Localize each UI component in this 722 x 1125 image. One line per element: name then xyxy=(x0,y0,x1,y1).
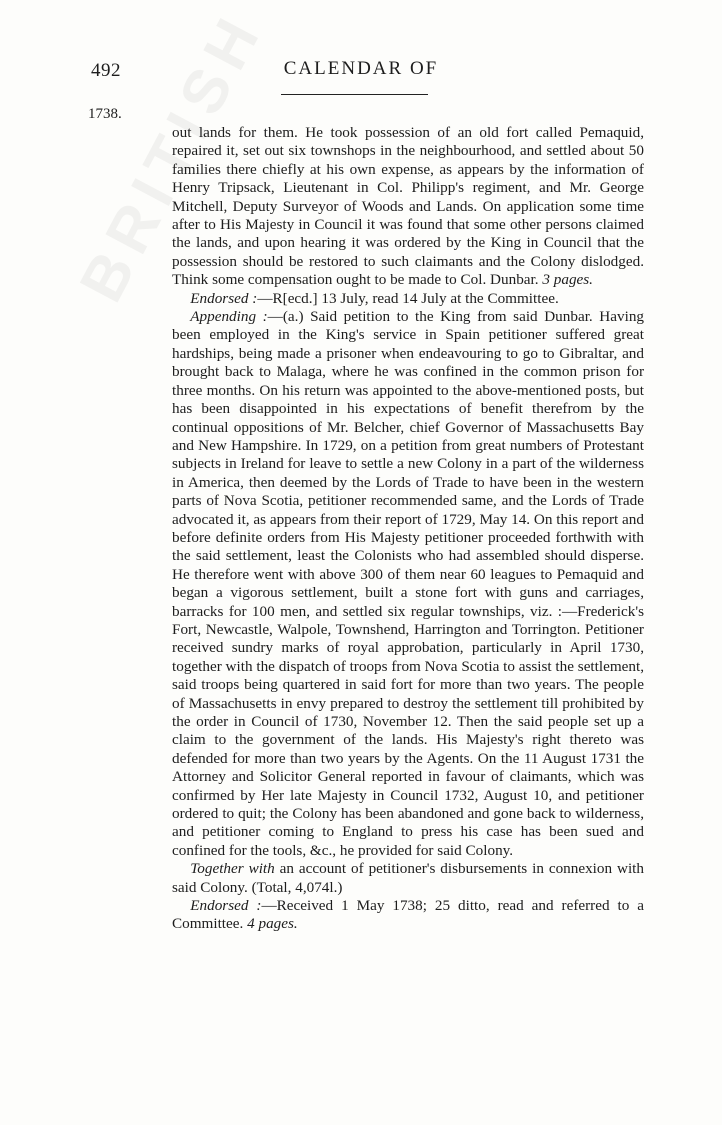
margin-year: 1738. xyxy=(88,106,122,122)
endorsed-label: Endorsed : xyxy=(190,289,258,307)
paragraph-endorsed-2 xyxy=(172,897,644,934)
appending-label: Appending : xyxy=(190,308,268,326)
paragraph-continuation xyxy=(172,124,644,290)
together-text: an account of petitioner's disbursements in connexion with said Colony. (Total, 4,074l.) xyxy=(172,860,644,896)
endorsed-text: —R[ecd.] 13 July, read 14 July at the Committee. xyxy=(257,289,559,307)
paragraph-appending xyxy=(172,308,644,860)
page-number: 492 xyxy=(91,60,121,81)
continuation-text: out lands for them. He took possession of an old fort called Pemaquid, repaired it, set out six townshops in the neighbourhood, and settled about 50 families there chiefly at his own expense, as appears by the information of Henry Tripsack, Lieutenant in Col. Philipp's regiment, and Mr. George Mitchell, Deputy Surveyor of Woods and Lands. On application some time after to His Majesty in Council it was found that some other persons claimed the lands, and upon hearing it was ordered by the King in Council that the possession should be restored to such claimants and the Colony dislodged. Think some compensation ought to be made to Col. Dunbar. xyxy=(172,124,644,289)
appending-text: —(a.) Said petition to the King from said Dunbar. Having been employed in the King's service in Spain petitioner suffered great hardships, being made a prisoner when endeavouring to go to Gibraltar, and brought back to Malaga, where he was confined in the common prison for three months. On his return was appointed to the above-mentioned posts, but has been disappointed in his expectations of benefit therefrom by the continual oppositions of Mr. Belcher, chief Governor of Massachusetts Bay and New Hampshire. In 1729, on a petition from great numbers of Protestant subjects in Ireland for leave to settle a new Colony in a part of the wilderness in America, then deemed by the Lords of Trade to have been in the western parts of Nova Scotia, petitioner recommended same, and the Lords of Trade advocated it, as appears from their report of 1729, May 14. On this report and before definite orders from His Majesty petitioner proceeded forthwith with the said settlement, least the Colonists who had assembled should disperse. He therefore went with above 300 of them near 60 leagues to Pemaquid and began a vigorous settlement, built a stone fort with guns and carriages, barracks for 100 men, and settled six regular townships, viz. :—Frederick's Fort, Newcastle, Walpole, Townshend, Harrington and Torrington. Petitioner received sundry marks of royal approbation, particularly in April 1730, together with the dispatch of troops from Nova Scotia to assist the settlement, said troops being quartered in said fort for more than two years. The people of Massachusetts in envy prepared to destroy the settlement till prohibited by the order in Council of 1730, November 12. Then the said people set up a claim to the government of the lands. His Majesty's right thereto was defended for more than two years by the Agents. On the 11 August 1731 the Attorney and Solicitor General reported in favour of claimants, which was confirmed by Her late Majesty in Council 1732, August 10, and petitioner ordered to quit; the Colony has been abandoned and gone back to wilderness, and petitioner coming to England to press his case has been sued and confined for the tools, &c., he provided for said Colony. xyxy=(172,308,645,859)
paragraph-endorsed xyxy=(172,290,644,308)
page-count: 3 pages. xyxy=(542,271,593,289)
header-rule xyxy=(281,94,428,95)
endorsed-label-2: Endorsed : xyxy=(190,897,262,915)
running-title: CALENDAR OF xyxy=(283,58,439,79)
endorsed-text-2: —Received 1 May 1738; 25 ditto, read and referred to a Committee. xyxy=(172,897,644,933)
together-label: Together with xyxy=(190,860,275,878)
document-body xyxy=(172,124,644,934)
paragraph-together xyxy=(172,860,644,897)
page-count-2: 4 pages. xyxy=(247,915,298,933)
